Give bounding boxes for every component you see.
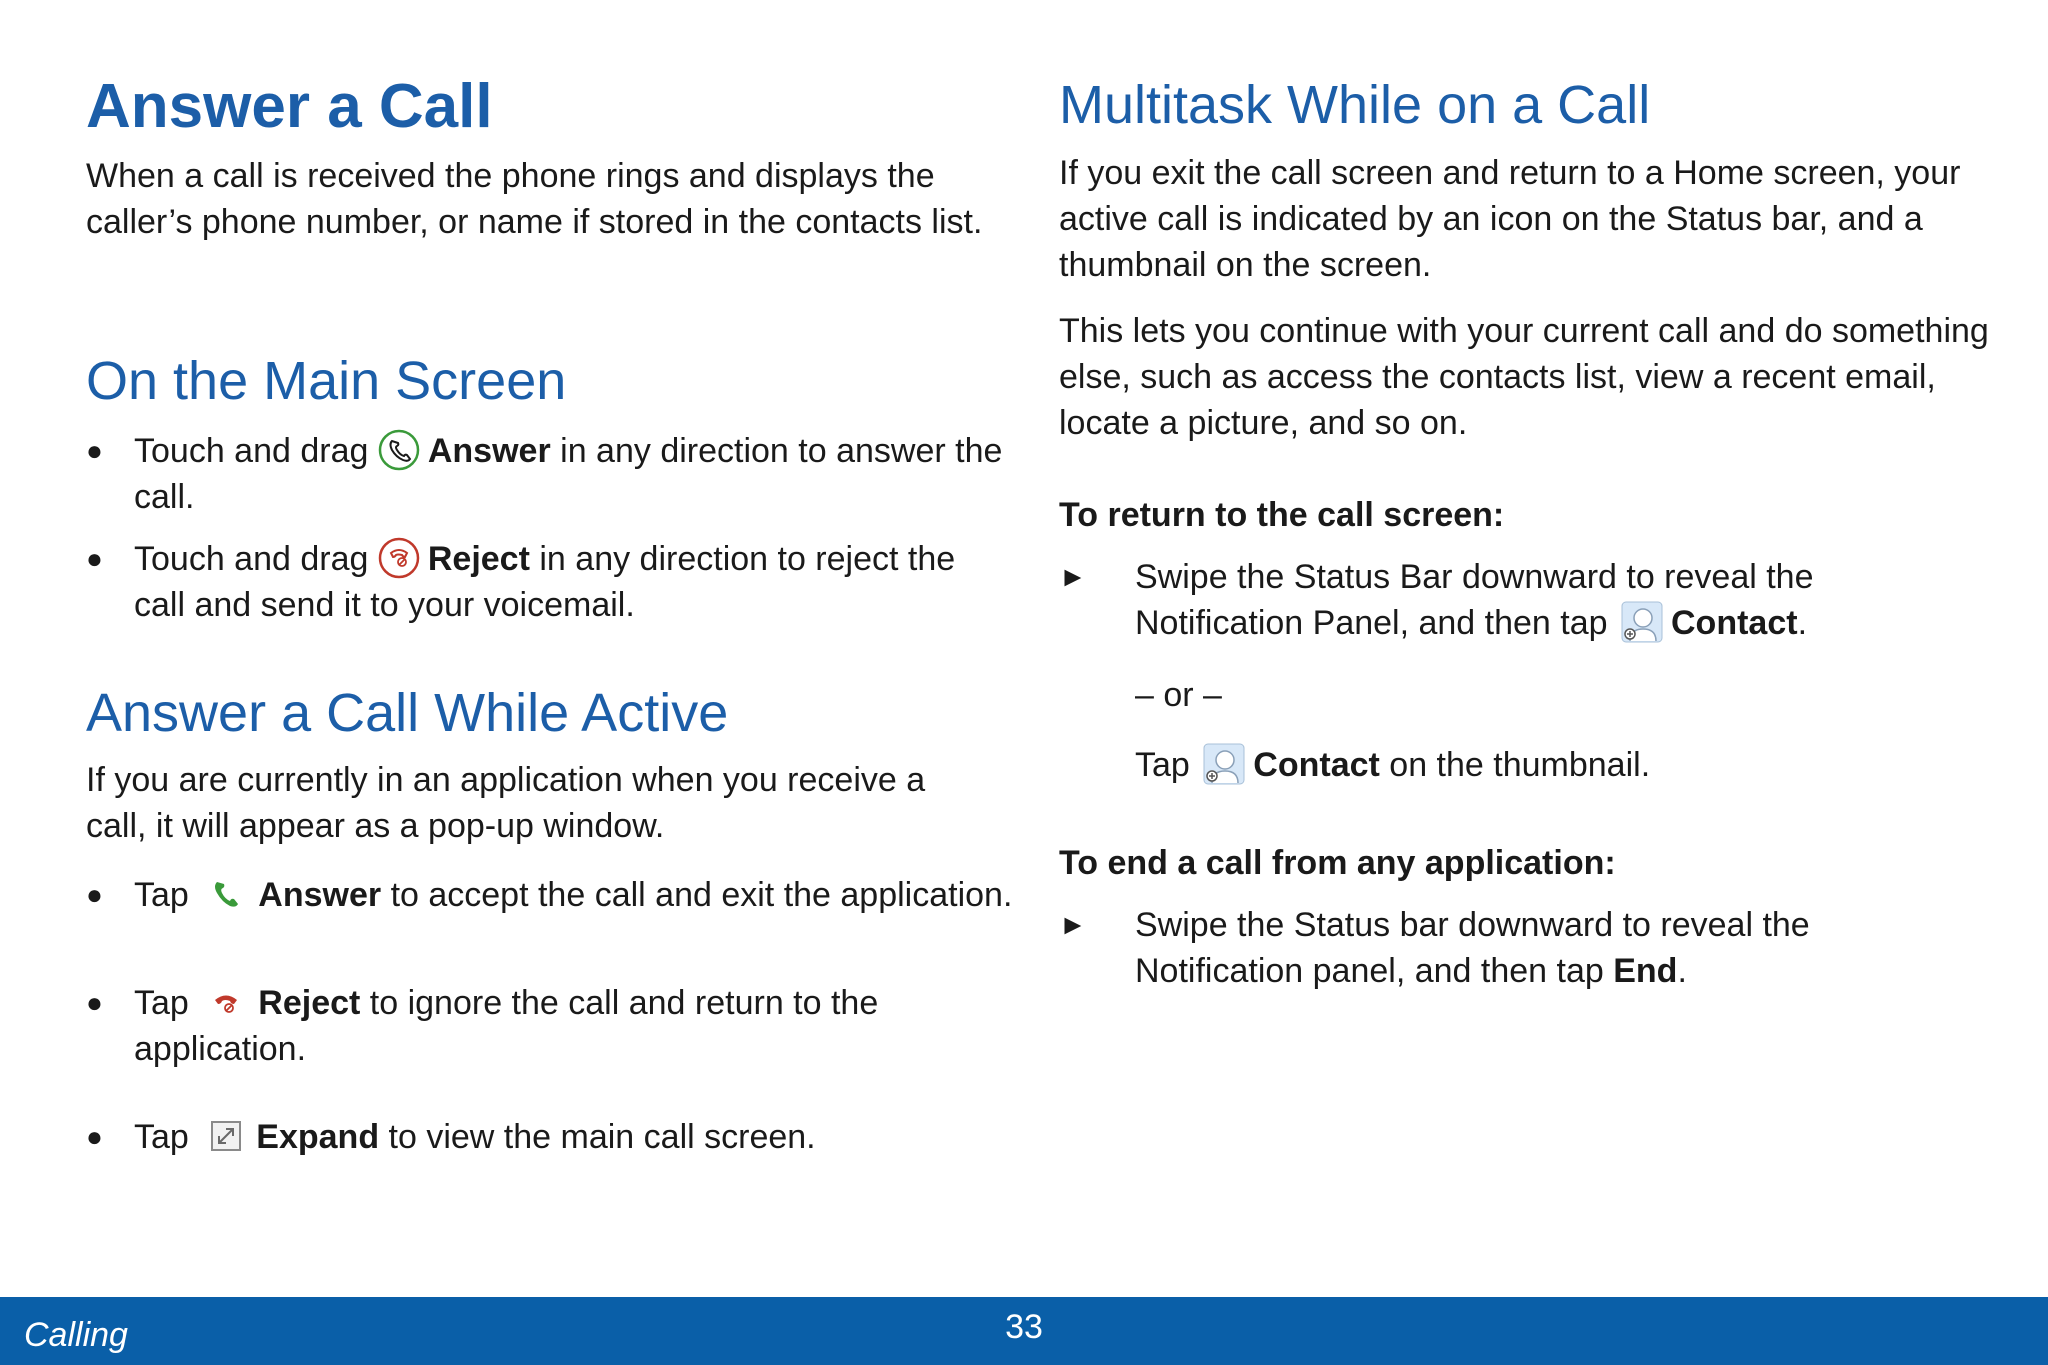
- intro-paragraph: When a call is received the phone rings and displays the caller’s phone number, or name if stored in the contacts list.: [86, 157, 983, 241]
- list-item: [86, 872, 1014, 918]
- step-text: on the thumbnail.: [1389, 746, 1651, 784]
- list-item: [1059, 554, 1965, 646]
- list-item: [86, 536, 1014, 628]
- contact-label: Contact: [1671, 604, 1798, 642]
- answer-circle-icon: [378, 429, 420, 471]
- return-heading: To return to the call screen:: [1059, 496, 1505, 534]
- list-item: [1135, 742, 1965, 788]
- expand-label: Expand: [256, 1118, 380, 1156]
- answer-label: Answer: [258, 876, 382, 914]
- arrow-bullet-icon: ►: [1059, 561, 1087, 592]
- item-text: in any direction to reject the call and send it to your voicemail.: [134, 540, 956, 625]
- step-text: .: [1797, 604, 1808, 642]
- end-label: End: [1613, 952, 1678, 990]
- item-text: Touch and drag: [134, 540, 369, 578]
- step-text: Swipe the Status bar downward to reveal the Notification panel, and then tap: [1135, 906, 1810, 990]
- item-text: Tap: [134, 1118, 189, 1156]
- step-text: .: [1677, 952, 1687, 990]
- item-text: to accept the call and exit the application.: [390, 876, 1013, 914]
- or-separator: – or –: [1135, 676, 1222, 714]
- arrow-bullet-icon: ►: [1059, 909, 1087, 940]
- end-heading: To end a call from any application:: [1059, 844, 1616, 882]
- list-item: [1059, 902, 1965, 994]
- item-text: Tap: [134, 876, 189, 914]
- item-text: in any direction to answer the call.: [134, 432, 1003, 517]
- list-item: [86, 980, 1014, 1072]
- step-text: Swipe the Status Bar downward to reveal the Notification Panel, and then tap: [1135, 558, 1814, 642]
- bullet-icon: ●: [86, 879, 103, 910]
- multitask-paragraph-1: If you exit the call screen and return to a Home screen, your active call is indicated by an icon on the Status bar, and a thumbnail on the screen.: [1059, 154, 1961, 284]
- list-item: [86, 428, 1014, 520]
- bullet-icon: ●: [86, 987, 103, 1018]
- phone-reject-icon: [210, 986, 242, 1018]
- bullet-icon: ●: [86, 1121, 103, 1152]
- multitask-heading: Multitask While on a Call: [1059, 75, 1651, 135]
- item-text: to view the main call screen.: [388, 1118, 816, 1156]
- bullet-icon: ●: [86, 435, 103, 466]
- reject-label: Reject: [258, 984, 361, 1022]
- answer-label: Answer: [427, 432, 551, 470]
- reject-label: Reject: [427, 540, 530, 578]
- reject-circle-icon: [378, 537, 420, 579]
- page-number: 33: [1005, 1308, 1043, 1346]
- main-screen-heading: On the Main Screen: [86, 351, 567, 411]
- footer-section-title: Calling: [24, 1316, 128, 1354]
- contact-icon: [1203, 743, 1245, 785]
- step-text: Tap: [1135, 746, 1190, 784]
- expand-icon: [210, 1120, 242, 1152]
- item-text: Tap: [134, 984, 189, 1022]
- multitask-paragraph-2: This lets you continue with your current call and do something else, such as access the contacts list, view a recent email, locate a picture, and so on.: [1059, 312, 1989, 442]
- phone-answer-icon: [210, 878, 242, 910]
- item-text: to ignore the call and return to the application.: [134, 984, 879, 1068]
- contact-label: Contact: [1253, 746, 1380, 784]
- list-item: [86, 1114, 1014, 1160]
- while-active-heading: Answer a Call While Active: [86, 683, 729, 743]
- bullet-icon: ●: [86, 543, 103, 574]
- while-active-intro: If you are currently in an application when you receive a call, it will appear as a pop-up window.: [86, 761, 926, 845]
- contact-icon: [1621, 601, 1663, 643]
- page-title: Answer a Call: [86, 72, 493, 141]
- footer-bar: [0, 1297, 2048, 1365]
- item-text: Touch and drag: [134, 432, 369, 470]
